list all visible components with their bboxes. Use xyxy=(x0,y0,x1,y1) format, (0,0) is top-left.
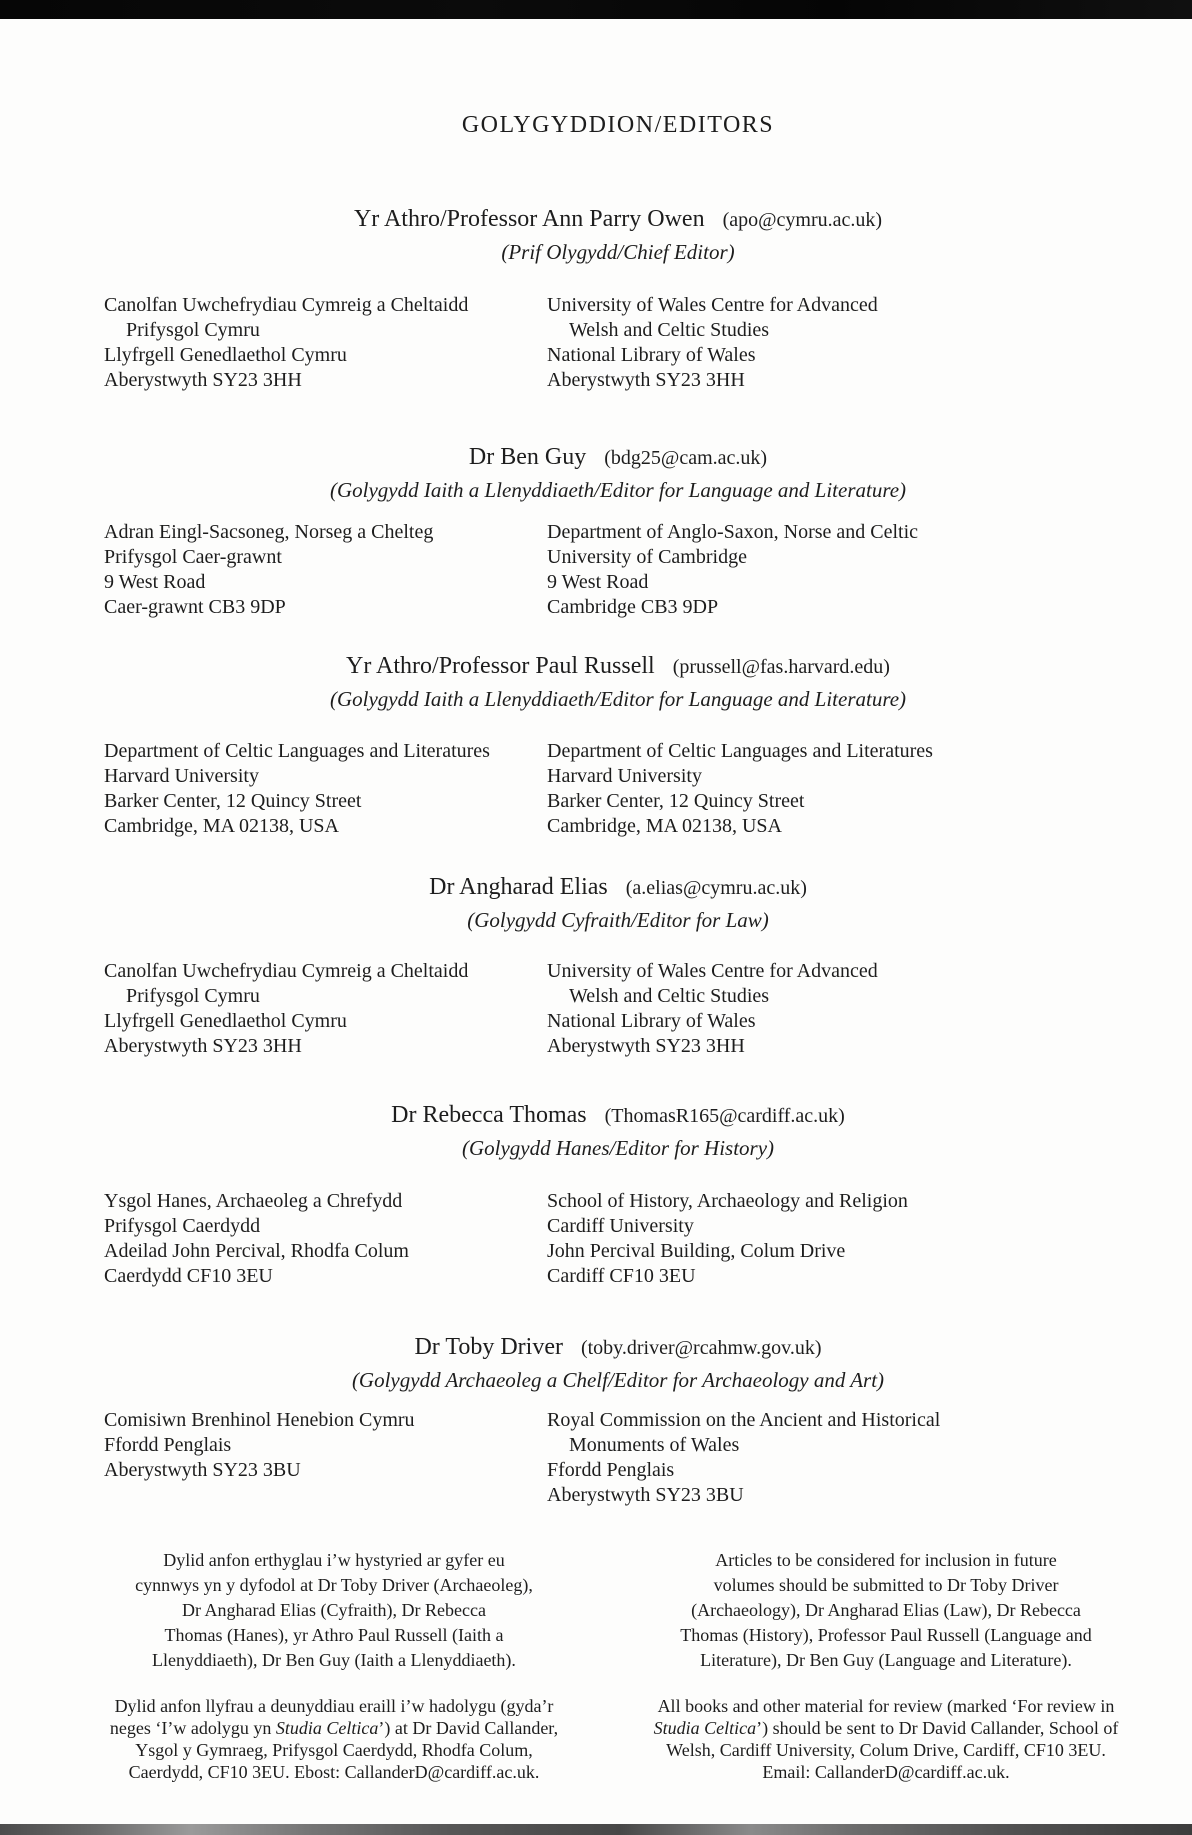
footer-line: Thomas (Hanes), yr Athro Paul Russell (Iaith a xyxy=(164,1625,504,1645)
editor-block-language-literature-2 xyxy=(104,649,1132,839)
editor-role: (Golygydd Iaith a Llenyddiaeth/Editor for Language and Literature) xyxy=(329,687,907,711)
address-column-left xyxy=(104,1189,547,1289)
address-line: Prifysgol Cymru xyxy=(126,319,260,341)
address-column-left xyxy=(104,1408,547,1508)
address-line: 9 West Road xyxy=(104,571,206,593)
address-line: Royal Commission on the Ancient and Historical xyxy=(547,1409,941,1431)
footer-line-segment: ’) should be sent to Dr David Callander, School of xyxy=(756,1718,1119,1738)
address-column-right xyxy=(547,520,1132,620)
editor-email: (a.elias@cymru.ac.uk) xyxy=(625,877,807,899)
journal-title-italic: Studia Celtica xyxy=(653,1718,757,1738)
address-column-right xyxy=(547,1408,1132,1508)
footer-line: Articles to be considered for inclusion in future xyxy=(715,1550,1057,1570)
address-line: Welsh and Celtic Studies xyxy=(569,319,770,341)
address-line: Department of Anglo-Saxon, Norse and Celtic xyxy=(547,521,919,543)
editor-block-law xyxy=(104,870,1132,1059)
address-line: Canolfan Uwchefrydiau Cymreig a Cheltaidd xyxy=(104,960,469,982)
address-row xyxy=(104,959,1132,1059)
reviews-note-welsh xyxy=(74,1695,594,1783)
address-line: Cambridge, MA 02138, USA xyxy=(104,815,339,837)
editor-name: Yr Athro/Professor Paul Russell xyxy=(346,653,655,679)
address-line: School of History, Archaeology and Religion xyxy=(547,1190,908,1212)
page-title: GOLYGYDDION/EDITORS xyxy=(461,112,775,138)
address-line: Department of Celtic Languages and Literatures xyxy=(104,740,490,762)
editor-name-line xyxy=(104,1098,1132,1133)
address-line: Caer-grawnt CB3 9DP xyxy=(104,596,286,618)
address-line: Llyfrgell Genedlaethol Cymru xyxy=(104,1010,347,1032)
editor-block-language-literature-1 xyxy=(104,440,1132,620)
address-column-left xyxy=(104,739,547,839)
address-line: Ysgol Hanes, Archaeoleg a Chrefydd xyxy=(104,1190,403,1212)
editor-email: (apo@cymru.ac.uk) xyxy=(722,209,883,231)
address-line: Ffordd Penglais xyxy=(547,1459,675,1481)
footer-line-segment: ’) at Dr David Callander, xyxy=(378,1718,559,1738)
address-row xyxy=(104,293,1132,393)
footer-line: All books and other material for review (marked ‘For review in xyxy=(657,1696,1115,1716)
address-line: Aberystwyth SY23 3BU xyxy=(104,1459,301,1481)
footer-line-segment: neges ‘I’w adolygu yn xyxy=(109,1718,276,1738)
editor-email: (toby.driver@rcahmw.gov.uk) xyxy=(580,1337,822,1359)
address-column-left xyxy=(104,959,547,1059)
submissions-note-welsh xyxy=(74,1548,594,1673)
address-line: Cambridge, MA 02138, USA xyxy=(547,815,782,837)
editor-role: (Prif Olygydd/Chief Editor) xyxy=(501,240,735,264)
footer-line: Thomas (History), Professor Paul Russell (Language and xyxy=(680,1625,1092,1645)
address-line: John Percival Building, Colum Drive xyxy=(547,1240,846,1262)
address-line: Cardiff CF10 3EU xyxy=(547,1265,696,1287)
address-column-left xyxy=(104,293,547,393)
editor-email: (ThomasR165@cardiff.ac.uk) xyxy=(604,1105,845,1127)
footer-line xyxy=(74,1717,594,1739)
editor-name-line xyxy=(104,649,1132,684)
editor-role: (Golygydd Hanes/Editor for History) xyxy=(461,1136,775,1160)
editor-name: Dr Angharad Elias xyxy=(429,874,608,900)
submissions-note-english xyxy=(618,1548,1154,1673)
address-line: Harvard University xyxy=(104,765,259,787)
footer-line: (Archaeology), Dr Angharad Elias (Law), Dr Rebecca xyxy=(691,1600,1081,1620)
footer-line: Dylid anfon llyfrau a deunyddiau eraill i’w hadolygu (gyda’r xyxy=(114,1696,554,1716)
address-column-right xyxy=(547,1189,1132,1289)
address-row xyxy=(104,1189,1132,1289)
journal-title-italic: Studia Celtica xyxy=(275,1718,379,1738)
footer-line: Ysgol y Gymraeg, Prifysgol Caerdydd, Rhodfa Colum, xyxy=(135,1740,533,1760)
address-line: National Library of Wales xyxy=(547,1010,756,1032)
address-column-right xyxy=(547,739,1132,839)
footer-line: Welsh, Cardiff University, Colum Drive, Cardiff, CF10 3EU. xyxy=(666,1740,1106,1760)
editor-block-history xyxy=(104,1098,1132,1289)
address-line: 9 West Road xyxy=(547,571,649,593)
address-line: Llyfrgell Genedlaethol Cymru xyxy=(104,344,347,366)
footer-line: cynnwys yn y dyfodol at Dr Toby Driver (Archaeoleg), xyxy=(135,1575,533,1595)
editor-email: (bdg25@cam.ac.uk) xyxy=(604,447,768,469)
address-line: Prifysgol Cymru xyxy=(126,985,260,1007)
address-line: Cardiff University xyxy=(547,1215,694,1237)
editor-name: Dr Toby Driver xyxy=(414,1334,563,1360)
footer-line: Dr Angharad Elias (Cyfraith), Dr Rebecca xyxy=(182,1600,486,1620)
editor-block-chief-editor xyxy=(104,202,1132,393)
address-line: Ffordd Penglais xyxy=(104,1434,232,1456)
address-line: Cambridge CB3 9DP xyxy=(547,596,719,618)
editor-block-archaeology-art xyxy=(104,1330,1132,1508)
address-line: University of Wales Centre for Advanced xyxy=(547,294,878,316)
bottom-scan-edge xyxy=(0,1824,1192,1835)
footer-line: Email: CallanderD@cardiff.ac.uk. xyxy=(762,1762,1010,1782)
footer-line xyxy=(618,1717,1154,1739)
editor-name-line xyxy=(104,440,1132,475)
address-line: Aberystwyth SY23 3HH xyxy=(104,369,302,391)
reviews-note-row xyxy=(74,1695,1154,1783)
address-line: University of Cambridge xyxy=(547,546,747,568)
footer-line: Dylid anfon erthyglau i’w hystyried ar gyfer eu xyxy=(163,1550,505,1570)
address-line: Aberystwyth SY23 3BU xyxy=(547,1484,744,1506)
editors-page xyxy=(104,0,1132,1783)
address-line: Monuments of Wales xyxy=(569,1434,740,1456)
editor-name-line xyxy=(104,202,1132,237)
address-column-right xyxy=(547,293,1132,393)
address-line: Aberystwyth SY23 3HH xyxy=(104,1035,302,1057)
address-line: Harvard University xyxy=(547,765,702,787)
address-line: Canolfan Uwchefrydiau Cymreig a Cheltaidd xyxy=(104,294,469,316)
address-line: Barker Center, 12 Quincy Street xyxy=(104,790,362,812)
address-line: Prifysgol Caerdydd xyxy=(104,1215,261,1237)
address-line: Adeilad John Percival, Rhodfa Colum xyxy=(104,1240,409,1262)
editor-name: Dr Rebecca Thomas xyxy=(391,1102,587,1128)
address-row xyxy=(104,520,1132,620)
address-line: Welsh and Celtic Studies xyxy=(569,985,770,1007)
editor-name-line xyxy=(104,1330,1132,1365)
address-line: University of Wales Centre for Advanced xyxy=(547,960,878,982)
address-row xyxy=(104,739,1132,839)
address-line: Comisiwn Brenhinol Henebion Cymru xyxy=(104,1409,415,1431)
editor-role: (Golygydd Iaith a Llenyddiaeth/Editor for Language and Literature) xyxy=(329,478,907,502)
address-column-left xyxy=(104,520,547,620)
editor-role: (Golygydd Archaeoleg a Chelf/Editor for Archaeology and Art) xyxy=(351,1368,885,1392)
editor-name-line xyxy=(104,870,1132,905)
address-line: Aberystwyth SY23 3HH xyxy=(547,369,745,391)
footer-line: Llenyddiaeth), Dr Ben Guy (Iaith a Llenyddiaeth). xyxy=(152,1650,516,1670)
address-line: National Library of Wales xyxy=(547,344,756,366)
submissions-note-row xyxy=(74,1548,1154,1673)
address-row xyxy=(104,1408,1132,1508)
editor-name: Yr Athro/Professor Ann Parry Owen xyxy=(353,206,705,232)
address-line: Aberystwyth SY23 3HH xyxy=(547,1035,745,1057)
address-line: Department of Celtic Languages and Literatures xyxy=(547,740,933,762)
address-line: Barker Center, 12 Quincy Street xyxy=(547,790,805,812)
editor-name: Dr Ben Guy xyxy=(468,444,587,470)
editor-email: (prussell@fas.harvard.edu) xyxy=(672,656,890,678)
address-column-right xyxy=(547,959,1132,1059)
address-line: Adran Eingl-Sacsoneg, Norseg a Chelteg xyxy=(104,521,434,543)
footer-line: volumes should be submitted to Dr Toby Driver xyxy=(713,1575,1059,1595)
reviews-note-english xyxy=(618,1695,1154,1783)
address-line: Caerdydd CF10 3EU xyxy=(104,1265,273,1287)
footer-line: Literature), Dr Ben Guy (Language and Literature). xyxy=(700,1650,1072,1670)
editor-role: (Golygydd Cyfraith/Editor for Law) xyxy=(467,908,769,932)
address-line: Prifysgol Caer-grawnt xyxy=(104,546,282,568)
footer-line: Caerdydd, CF10 3EU. Ebost: CallanderD@cardiff.ac.uk. xyxy=(128,1762,540,1782)
